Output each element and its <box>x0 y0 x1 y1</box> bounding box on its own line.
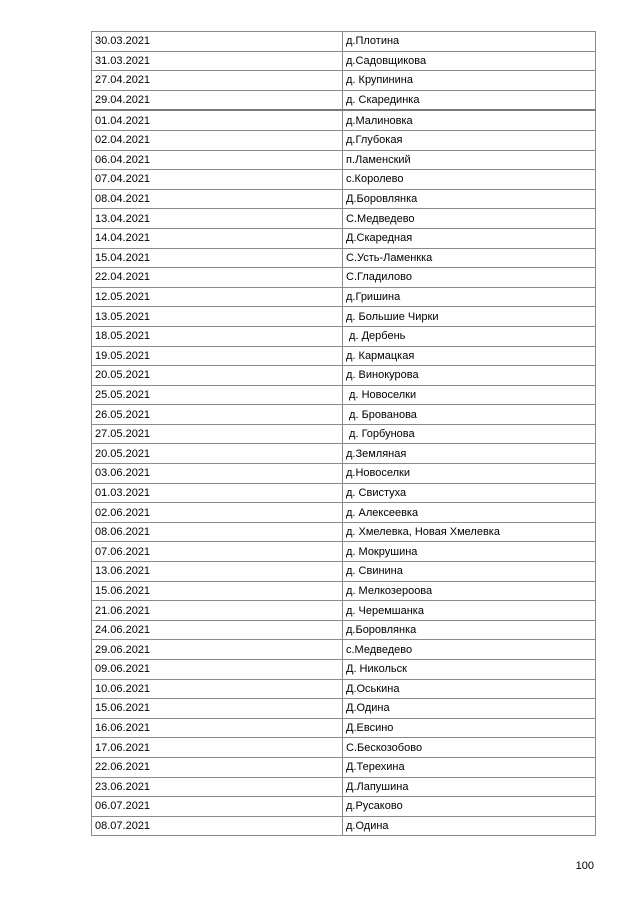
date-cell: 02.06.2021 <box>92 503 343 523</box>
date-cell: 27.04.2021 <box>92 71 343 91</box>
date-cell: 06.07.2021 <box>92 797 343 817</box>
table-row <box>92 816 596 836</box>
place-cell: С.Усть-Ламенкка <box>343 248 596 268</box>
table-row <box>92 797 596 817</box>
place-cell: С.Гладилово <box>343 268 596 288</box>
date-cell: 24.06.2021 <box>92 620 343 640</box>
date-cell: 23.06.2021 <box>92 777 343 797</box>
date-cell: 02.04.2021 <box>92 130 343 150</box>
place-cell: п.Ламенский <box>343 150 596 170</box>
table-row <box>92 601 596 621</box>
place-cell: д. Свистуха <box>343 483 596 503</box>
table-row <box>92 209 596 229</box>
page-number: 100 <box>575 860 594 872</box>
table-row <box>92 385 596 405</box>
date-cell: 25.05.2021 <box>92 385 343 405</box>
date-cell: 15.06.2021 <box>92 581 343 601</box>
date-cell: 07.06.2021 <box>92 542 343 562</box>
place-cell: с.Медведево <box>343 640 596 660</box>
place-cell: д. Мокрушина <box>343 542 596 562</box>
place-cell: д.Новоселки <box>343 464 596 484</box>
table-row <box>92 32 596 52</box>
table-row <box>92 738 596 758</box>
place-cell: Д.Боровлянка <box>343 189 596 209</box>
place-cell: д.Одина <box>343 816 596 836</box>
place-cell: Д.Терехина <box>343 757 596 777</box>
date-cell: 20.05.2021 <box>92 444 343 464</box>
date-cell: 08.04.2021 <box>92 189 343 209</box>
place-cell: Д.Одина <box>343 699 596 719</box>
date-cell: 07.04.2021 <box>92 170 343 190</box>
table-row <box>92 51 596 71</box>
table-row <box>92 562 596 582</box>
date-cell: 20.05.2021 <box>92 366 343 386</box>
date-cell: 18.05.2021 <box>92 326 343 346</box>
table-row <box>92 660 596 680</box>
table-row <box>92 189 596 209</box>
place-cell: д.Глубокая <box>343 130 596 150</box>
place-cell: д. Новоселки <box>343 385 596 405</box>
table-row <box>92 424 596 444</box>
place-cell: С.Бескозобово <box>343 738 596 758</box>
table-row <box>92 71 596 91</box>
place-cell: д.Земляная <box>343 444 596 464</box>
table-row <box>92 150 596 170</box>
place-cell: д. Скарединка <box>343 90 596 110</box>
date-cell: 10.06.2021 <box>92 679 343 699</box>
table-row <box>92 464 596 484</box>
place-cell: д.Русаково <box>343 797 596 817</box>
table-row <box>92 581 596 601</box>
date-cell: 21.06.2021 <box>92 601 343 621</box>
place-cell: д. Дербень <box>343 326 596 346</box>
date-cell: 08.07.2021 <box>92 816 343 836</box>
table-row <box>92 522 596 542</box>
place-cell: д.Малиновка <box>343 110 596 130</box>
place-cell: Д. Никольск <box>343 660 596 680</box>
table-row <box>92 718 596 738</box>
date-cell: 29.04.2021 <box>92 90 343 110</box>
table-row <box>92 620 596 640</box>
date-cell: 14.04.2021 <box>92 228 343 248</box>
place-cell: д. Алексеевка <box>343 503 596 523</box>
place-cell: д. Кармацкая <box>343 346 596 366</box>
table-row <box>92 170 596 190</box>
date-cell: 16.06.2021 <box>92 718 343 738</box>
date-cell: 06.04.2021 <box>92 150 343 170</box>
date-cell: 15.06.2021 <box>92 699 343 719</box>
place-cell: д. Винокурова <box>343 366 596 386</box>
date-cell: 29.06.2021 <box>92 640 343 660</box>
table-row <box>92 542 596 562</box>
table-row <box>92 268 596 288</box>
date-cell: 22.06.2021 <box>92 757 343 777</box>
place-cell: д. Горбунова <box>343 424 596 444</box>
place-cell: д.Плотина <box>343 32 596 52</box>
table-row <box>92 130 596 150</box>
table-row <box>92 679 596 699</box>
date-cell: 13.05.2021 <box>92 307 343 327</box>
date-cell: 03.06.2021 <box>92 464 343 484</box>
date-cell: 01.03.2021 <box>92 483 343 503</box>
table-row <box>92 777 596 797</box>
table-row <box>92 640 596 660</box>
date-cell: 08.06.2021 <box>92 522 343 542</box>
schedule-table <box>91 31 596 836</box>
place-cell: д. Брованова <box>343 405 596 425</box>
schedule-table-body <box>92 32 596 836</box>
date-cell: 13.04.2021 <box>92 209 343 229</box>
table-row <box>92 110 596 130</box>
date-cell: 19.05.2021 <box>92 346 343 366</box>
place-cell: д. Свинина <box>343 562 596 582</box>
table-row <box>92 248 596 268</box>
table-row <box>92 444 596 464</box>
table-row <box>92 757 596 777</box>
table-row <box>92 366 596 386</box>
place-cell: С.Медведево <box>343 209 596 229</box>
table-row <box>92 405 596 425</box>
place-cell: Д.Скаредная <box>343 228 596 248</box>
date-cell: 17.06.2021 <box>92 738 343 758</box>
place-cell: д.Садовщикова <box>343 51 596 71</box>
place-cell: д. Хмелевка, Новая Хмелевка <box>343 522 596 542</box>
date-cell: 12.05.2021 <box>92 287 343 307</box>
date-cell: 13.06.2021 <box>92 562 343 582</box>
date-cell: 27.05.2021 <box>92 424 343 444</box>
table-row <box>92 503 596 523</box>
place-cell: с.Королево <box>343 170 596 190</box>
place-cell: д. Большие Чирки <box>343 307 596 327</box>
table-row <box>92 228 596 248</box>
place-cell: Д.Оськина <box>343 679 596 699</box>
place-cell: д. Мелкозероова <box>343 581 596 601</box>
place-cell: д.Боровлянка <box>343 620 596 640</box>
place-cell: Д.Евсино <box>343 718 596 738</box>
table-row <box>92 326 596 346</box>
table-row <box>92 287 596 307</box>
place-cell: д.Гришина <box>343 287 596 307</box>
table-row <box>92 90 596 110</box>
date-cell: 01.04.2021 <box>92 110 343 130</box>
date-cell: 15.04.2021 <box>92 248 343 268</box>
date-cell: 31.03.2021 <box>92 51 343 71</box>
date-cell: 09.06.2021 <box>92 660 343 680</box>
table-row <box>92 307 596 327</box>
place-cell: д. Черемшанка <box>343 601 596 621</box>
place-cell: Д.Лапушина <box>343 777 596 797</box>
date-cell: 30.03.2021 <box>92 32 343 52</box>
date-cell: 26.05.2021 <box>92 405 343 425</box>
place-cell: д. Крупинина <box>343 71 596 91</box>
table-row <box>92 483 596 503</box>
date-cell: 22.04.2021 <box>92 268 343 288</box>
table-row <box>92 346 596 366</box>
table-row <box>92 699 596 719</box>
